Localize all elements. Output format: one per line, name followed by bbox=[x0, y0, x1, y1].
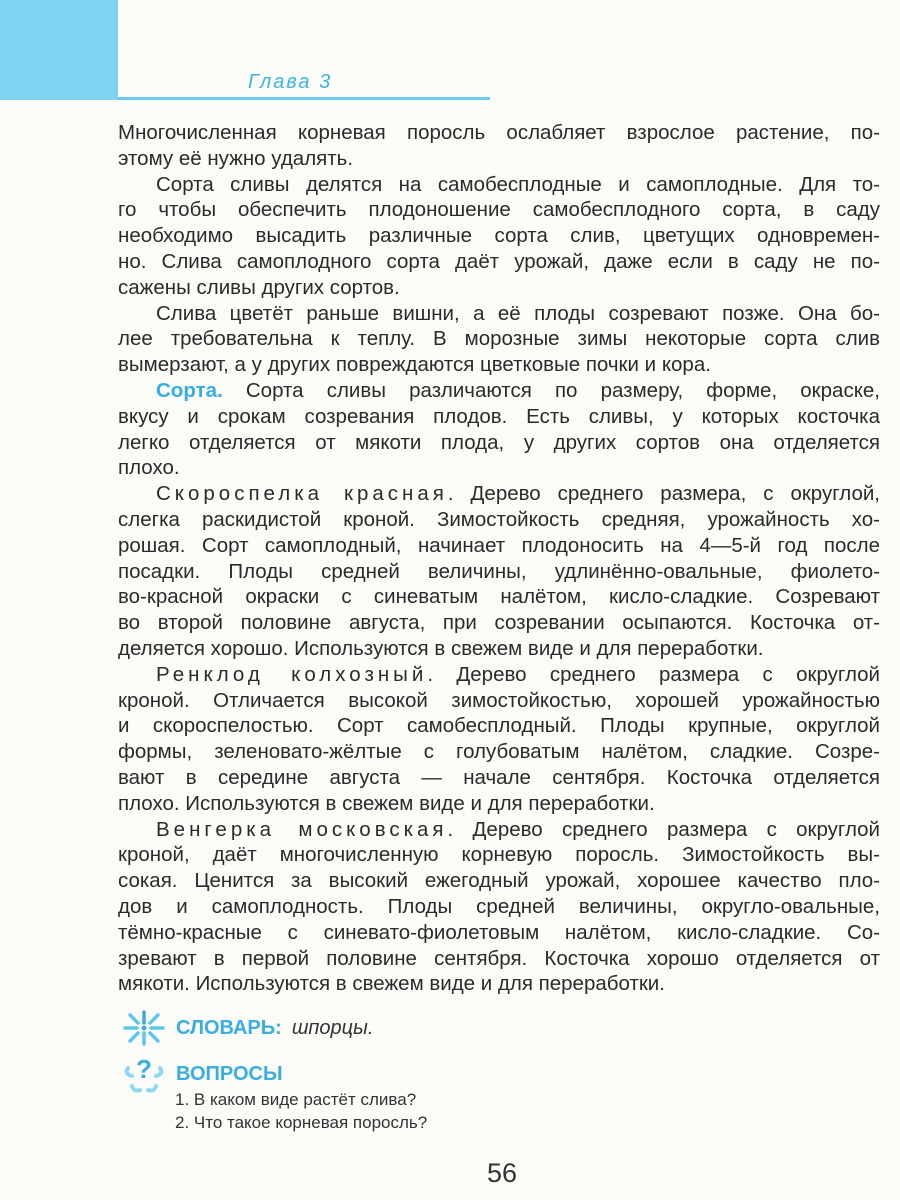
text-line bbox=[118, 507, 880, 533]
section-heading: Сорта. bbox=[156, 378, 223, 402]
line-text: слегка раскидистой кроной. Зимостойкость средняя, урожайность хо- bbox=[118, 507, 880, 531]
dictionary-section bbox=[122, 1010, 373, 1046]
text-line bbox=[118, 275, 880, 301]
text-line bbox=[118, 894, 880, 920]
text-line bbox=[118, 688, 880, 714]
line-text: плохо. Используются в свежем виде и для переработки. bbox=[118, 791, 655, 815]
text-line bbox=[118, 946, 880, 972]
text-line bbox=[118, 197, 880, 223]
line-text: зревают в первой половине сентября. Косточка хорошо отделяется от bbox=[118, 946, 880, 970]
text-line bbox=[118, 352, 880, 378]
questions-title: ВОПРОСЫ bbox=[176, 1062, 283, 1085]
text-line bbox=[118, 791, 880, 817]
text-line bbox=[118, 662, 880, 688]
text-line bbox=[118, 326, 880, 352]
line-text: во второй половине августа, при созревании осыпаются. Косточка от- bbox=[118, 611, 880, 635]
dictionary-value: шпорцы. bbox=[291, 1016, 374, 1039]
dictionary-title: СЛОВАРЬ: bbox=[176, 1016, 282, 1039]
text-line bbox=[118, 920, 880, 946]
line-text: вымерзают, а у других повреждаются цветковые почки и кора. bbox=[118, 353, 711, 377]
variety-name: Венгерка московская bbox=[156, 817, 448, 841]
text-line bbox=[118, 971, 880, 997]
line-text: необходимо высадить различные сорта слив, цветущих одновремен- bbox=[118, 224, 880, 248]
text-line bbox=[118, 301, 880, 327]
chapter-color-block bbox=[0, 0, 118, 100]
line-text: посадки. Плоды средней величины, удлинённо-овальные, фиолето- bbox=[118, 559, 880, 583]
text-line bbox=[118, 378, 880, 404]
line-text: . Дерево среднего размера с округлой bbox=[447, 817, 880, 841]
svg-text:?: ? bbox=[136, 1054, 152, 1084]
line-text: деляется хорошо. Используются в свежем виде и для переработки. bbox=[118, 636, 764, 660]
line-text: но. Слива самоплодного сорта даёт урожай, даже если в саду не по- bbox=[118, 249, 880, 273]
text-line bbox=[118, 559, 880, 585]
text-line bbox=[118, 713, 880, 739]
body-text bbox=[118, 120, 880, 997]
line-text: го чтобы обеспечить плодоношение самобесплодного сорта, в саду bbox=[118, 198, 880, 222]
line-text: Сорта сливы различаются по размеру, форме, окраске, bbox=[222, 378, 880, 402]
line-text: вкусу и срокам созревания плодов. Есть сливы, у которых косточка bbox=[118, 404, 880, 428]
line-text: Сорта сливы делятся на самобесплодные и самоплодные. Для то- bbox=[156, 172, 880, 196]
line-text: во-красной окраски с синеватым налётом, кисло-сладкие. Созревают bbox=[118, 585, 880, 609]
question-item: 1. В каком виде растёт слива? bbox=[175, 1090, 417, 1109]
line-text: мякоти. Используются в свежем виде и для переработки. bbox=[118, 972, 665, 996]
text-line bbox=[118, 817, 880, 843]
line-text: рошая. Сорт самоплодный, начинает плодоносить на 4—5-й год после bbox=[118, 533, 880, 557]
line-text: плохо. bbox=[118, 456, 180, 480]
text-line bbox=[118, 404, 880, 430]
line-text: лее требовательна к теплу. В морозные зимы некоторые сорта слив bbox=[118, 327, 880, 351]
line-text: легко отделяется от мякоти плода, у других сортов она отделяется bbox=[118, 430, 880, 454]
line-text: кроной. Отличается высокой зимостойкостью, хорошей урожайностью bbox=[118, 688, 880, 712]
text-line bbox=[118, 842, 880, 868]
line-text: . Дерево среднего размера с округлой bbox=[427, 662, 881, 686]
chapter-title: Глава 3 bbox=[248, 71, 333, 93]
text-line bbox=[118, 223, 880, 249]
text-line bbox=[118, 739, 880, 765]
line-text: вают в середине августа — начале сентября. Косточка отделяется bbox=[118, 765, 880, 789]
line-text: . Дерево среднего размера, с округлой, bbox=[447, 482, 880, 506]
header-rule bbox=[118, 97, 490, 100]
line-text: этому её нужно удалять. bbox=[118, 146, 354, 170]
text-line bbox=[118, 584, 880, 610]
asterisk-icon bbox=[122, 1010, 166, 1046]
line-text: тёмно-красные с синевато-фиолетовым налётом, кисло-сладкие. Со- bbox=[118, 920, 880, 944]
text-line bbox=[118, 146, 880, 172]
line-text: Многочисленная корневая поросль ослабляет взрослое растение, по- bbox=[118, 121, 880, 144]
question-item: 2. Что такое корневая поросль? bbox=[175, 1113, 428, 1132]
text-line bbox=[118, 481, 880, 507]
line-text: Слива цветёт раньше вишни, а её плоды созревают позже. Она бо- bbox=[156, 301, 880, 325]
variety-name: Скороспелка красная bbox=[156, 482, 448, 506]
line-text: кроной, даёт многочисленную корневую поросль. Зимостойкость вы- bbox=[118, 843, 880, 867]
text-line bbox=[118, 455, 880, 481]
question-flower-icon bbox=[122, 1052, 166, 1096]
text-line bbox=[118, 636, 880, 662]
text-line bbox=[118, 533, 880, 559]
line-text: формы, зеленовато-жёлтые с голубоватым налётом, сладкие. Созре- bbox=[118, 740, 880, 764]
text-line bbox=[118, 120, 880, 146]
text-line bbox=[118, 430, 880, 456]
text-line bbox=[118, 610, 880, 636]
line-text: сажены сливы других сортов. bbox=[118, 275, 400, 299]
variety-name: Ренклод колхозный bbox=[156, 662, 428, 686]
page-number: 56 bbox=[487, 1158, 518, 1188]
text-line bbox=[118, 172, 880, 198]
line-text: и скороспелостью. Сорт самобесплодный. Плоды крупные, округлой bbox=[118, 714, 880, 738]
text-line bbox=[118, 765, 880, 791]
text-line bbox=[118, 249, 880, 275]
line-text: сокая. Ценится за высокий ежегодный урожай, хорошее качество пло- bbox=[118, 869, 880, 893]
line-text: дов и самоплодность. Плоды средней величины, округло-овальные, bbox=[118, 894, 880, 918]
text-line bbox=[118, 868, 880, 894]
